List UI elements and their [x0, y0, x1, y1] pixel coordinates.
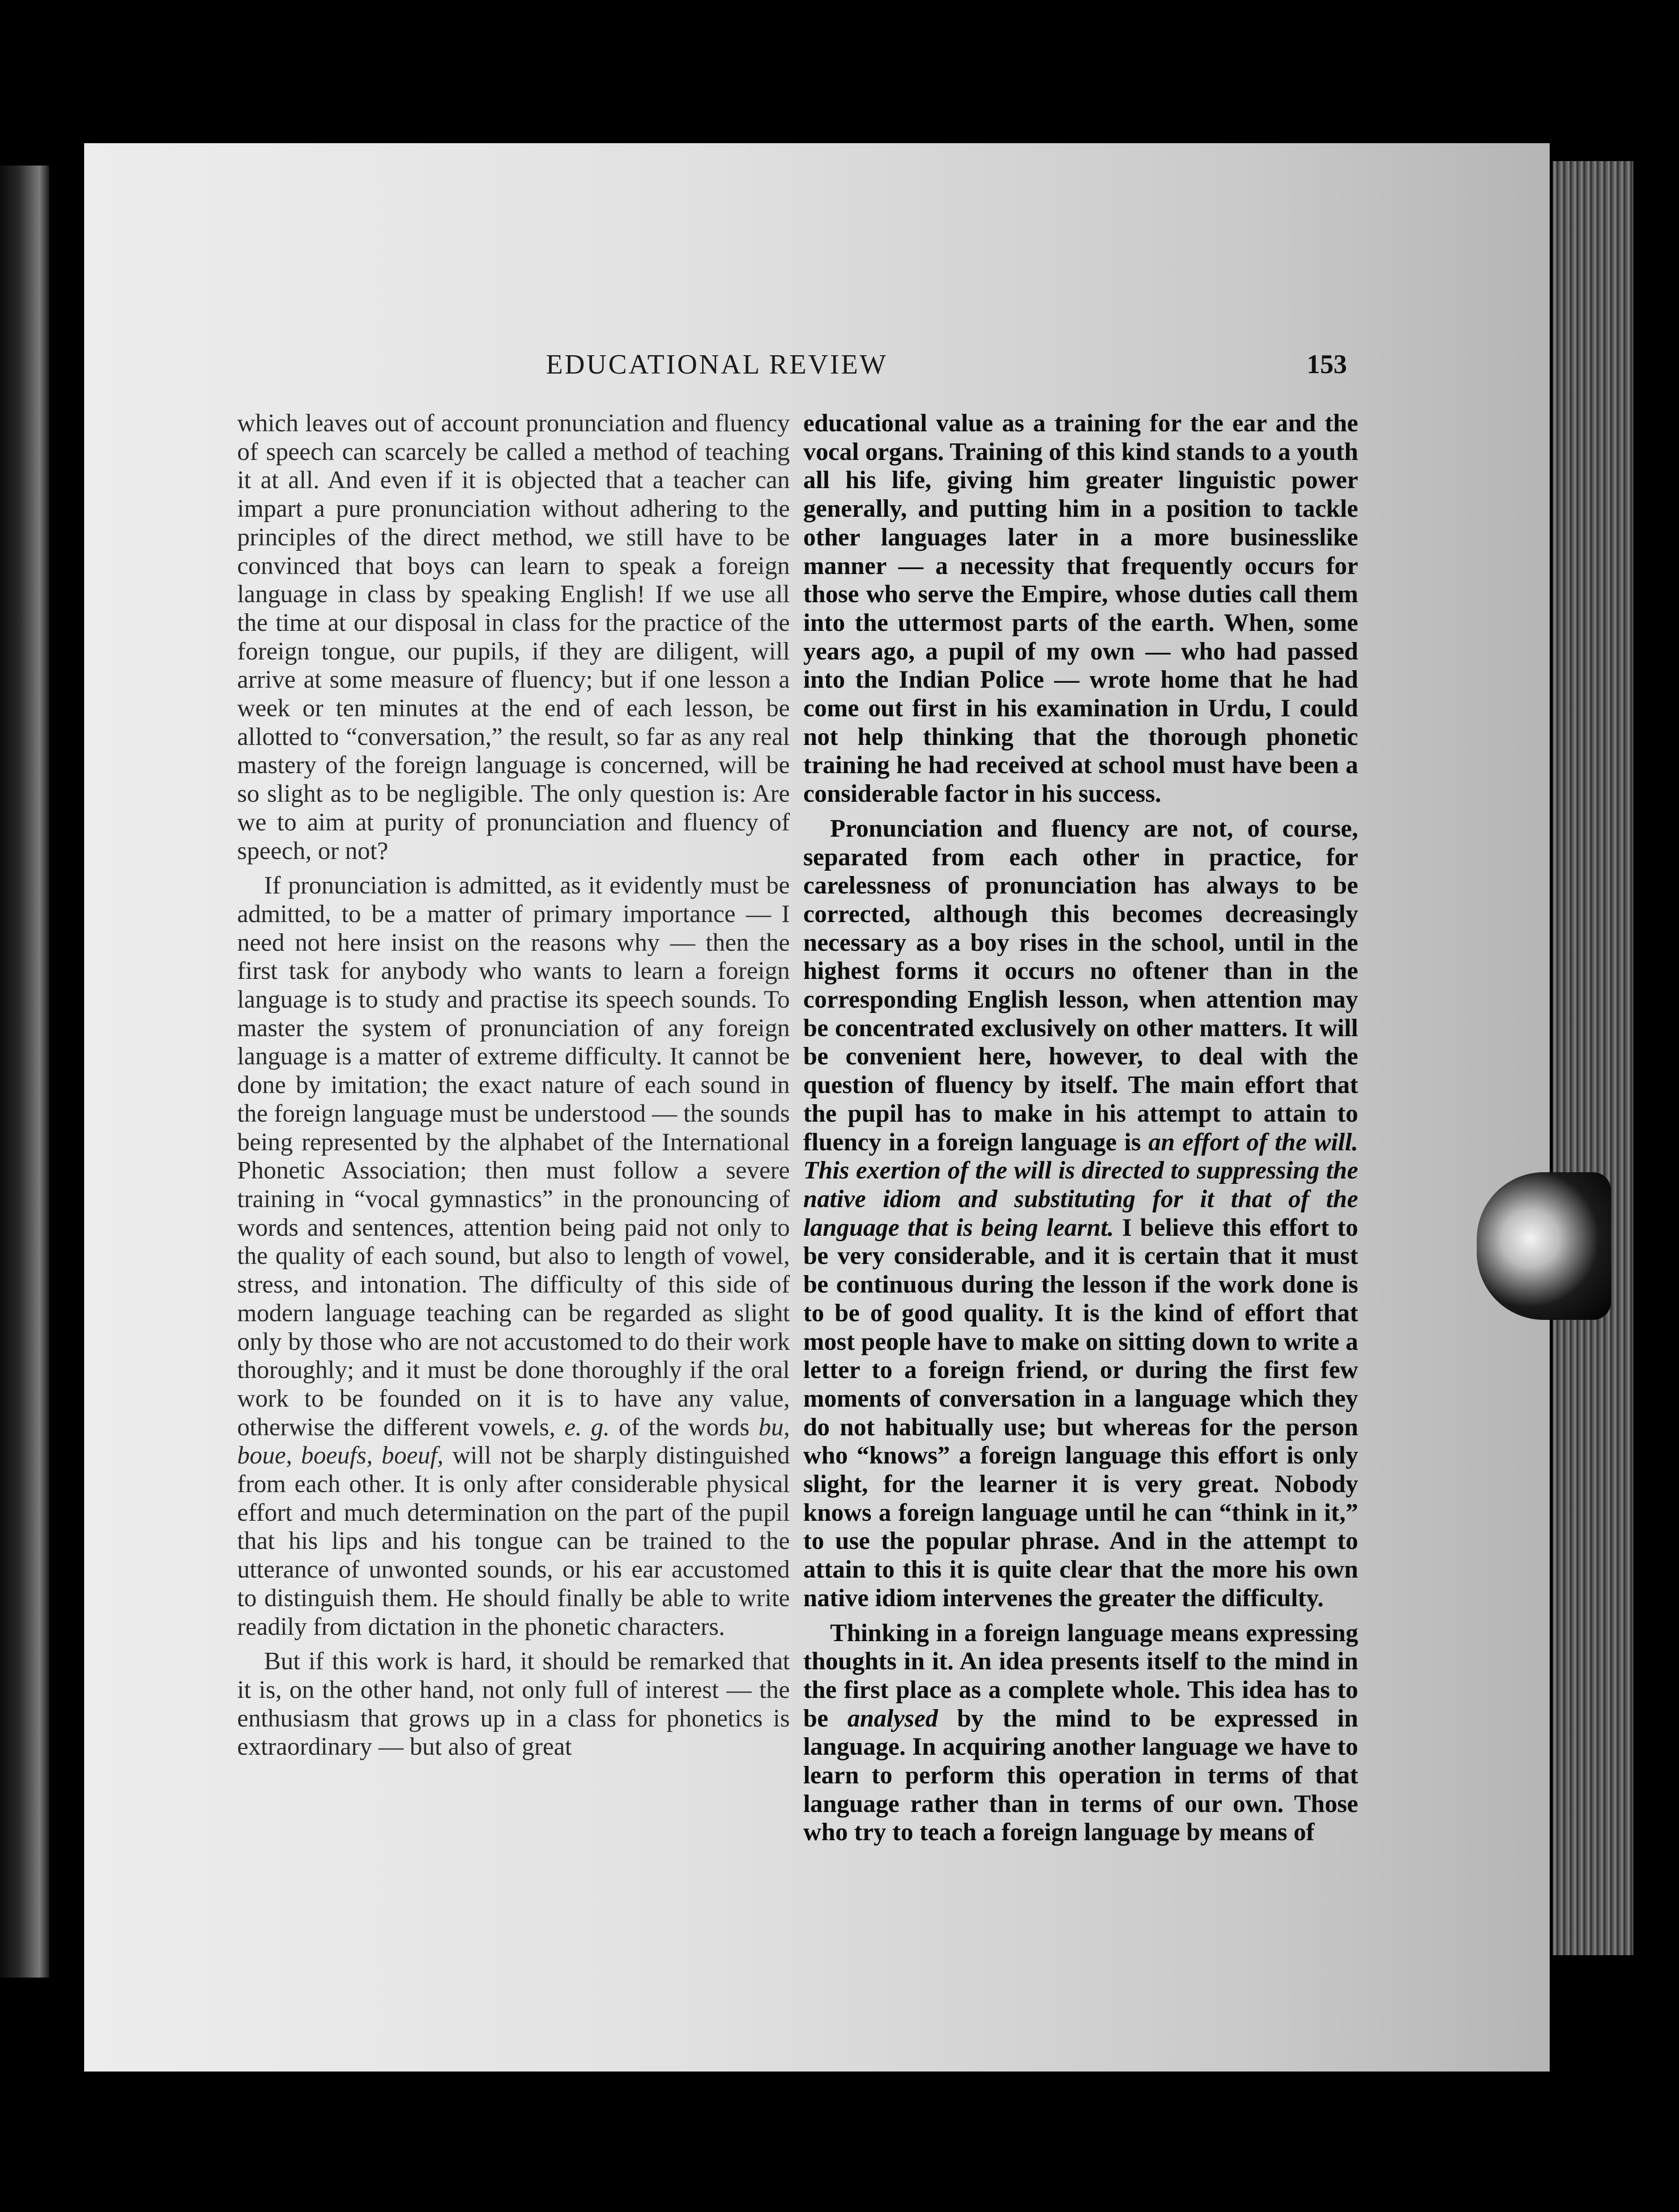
paragraph-text: of the words: [618, 1413, 750, 1441]
paragraph-text: Pronunciation and fluency are not, of course, separated from each other in practice, for carelessness of pronunciation has always to be corrected, although this becomes decreasingly necessary as a boy rises in the school, until in the highest forms it occurs no oftener than in the corresponding English lesson, when attention may be concentrated exclusively on other matters. It will be convenient here, however, to deal with the question of fluency by itself. The main effort that the pupil has to make in his attempt to attain to fluency in a foreign language is: [803, 814, 1358, 1156]
paragraph-text: Thinking in a foreign language means expressing thoughts in it. An idea presents itself to the mind in the first place as a complete whole. This idea has to be: [803, 1619, 1358, 1732]
paragraph: which leaves out of account pronunciation and fluency of speech can scarcely be called a method of teaching it at all. And even if it is objected that a teacher can impart a pure pronunciation without adhering to the principles of the direct method, we still have to be convinced that boys can learn to speak a foreign language in class by speaking English! If we use all the time at our disposal in class for the practice of the foreign tongue, our pupils, if they are diligent, will arrive at some measure of fluency; but if one lesson a week or ten minutes at the end of each lesson, be allotted to “conversation,” the result, so far as any real mastery of the foreign language is concerned, will be so slight as to be negligible. The only question is: Are we to aim at purity of pronunciation and fluency of speech, or not?: [237, 409, 790, 865]
right-column: [803, 409, 1358, 1847]
italic-text: bu, boue, boeufs, boeuf,: [237, 1413, 790, 1470]
paragraph-text: If pronunciation is admitted, as it evidently must be admitted, to be a matter of primary importance — I need not here insist on the reasons why — then the first task for anybody who wants to learn a foreign language is to study and practise its speech sounds. To master the system of pronunciation of any foreign language is a matter of extreme difficulty. It cannot be done by imitation; the exact nature of each sound in the foreign language must be understood — the sounds being represented by the alphabet of the International Phonetic Association; then must follow a severe training in “vocal gymnastics” in the pronouncing of words and sentences, attention being paid not only to the quality of each sound, but also to length of vowel, stress, and intonation. The difficulty of this side of modern language teaching can be regarded as slight only by those who are not accustomed to do their work thoroughly; and it must be done thoroughly if the oral work to be founded on it is to have any value, otherwise the different vowels,: [237, 872, 790, 1441]
paragraph: [803, 815, 1358, 1613]
page-number: 153: [1307, 349, 1347, 379]
page-clip: [1477, 1172, 1611, 1320]
italic-text: analysed: [847, 1704, 938, 1732]
book-page-edges: [1553, 161, 1633, 1955]
paragraph-text: by the mind to be expressed in language. In acquiring another language we have to learn to perform this operation in terms of that language rather than in terms of our own. Those who try to teach a foreign language by means of: [803, 1704, 1358, 1846]
italic-text: e. g.: [564, 1413, 610, 1441]
paragraph: But if this work is hard, it should be remarked that it is, on the other hand, not only full of interest — the enthusiasm that grows up in a class for phonetics is extraordinary — but also of great: [237, 1647, 790, 1761]
paragraph: [803, 1619, 1358, 1847]
page-header: [0, 349, 1679, 389]
paragraph: [237, 872, 790, 1641]
italic-text: an effort of the will. This exertion of the will is directed to suppressing the native idiom and substituting for it that of the language that is being learnt.: [803, 1128, 1359, 1242]
running-head: EDUCATIONAL REVIEW: [546, 349, 888, 380]
paragraph-text: will not be sharply distinguished from each other. It is only after considerable physical effort and much determination on the part of the pupil that his lips and his tongue can be trained to the utterance of unwonted sounds, or his ear accustomed to distinguish them. He should finally be able to write readily from dictation in the phonetic characters.: [237, 1442, 790, 1641]
left-column: [237, 409, 790, 1761]
paragraph: educational value as a training for the ear and the vocal organs. Training of this kind stands to a youth all his life, giving him greater linguistic power generally, and putting him in a position to tackle other languages later in a more businesslike manner — a necessity that frequently occurs for those who serve the Empire, whose duties call them into the uttermost parts of the earth. When, some years ago, a pupil of my own — who had passed into the Indian Police — wrote home that he had come out first in his examination in Urdu, I could not help thinking that the thorough phonetic training he had received at school must have been a considerable factor in his success.: [803, 409, 1358, 808]
paragraph-text: I believe this effort to be very considerable, and it is certain that it must be continuous during the lesson if the work done is to be of good quality. It is the kind of effort that most people have to make on sitting down to write a letter to a foreign friend, or during the first few moments of conversation in a language which they do not habitually use; but whereas for the person who “knows” a foreign language this effort is only slight, for the learner it is very great. Nobody knows a foreign language until he can “think in it,” to use the popular phrase. And in the attempt to attain to this it is quite clear that the more his own native idiom intervenes the greater the difficulty.: [803, 1213, 1359, 1612]
book-spine-left: [0, 166, 49, 1978]
